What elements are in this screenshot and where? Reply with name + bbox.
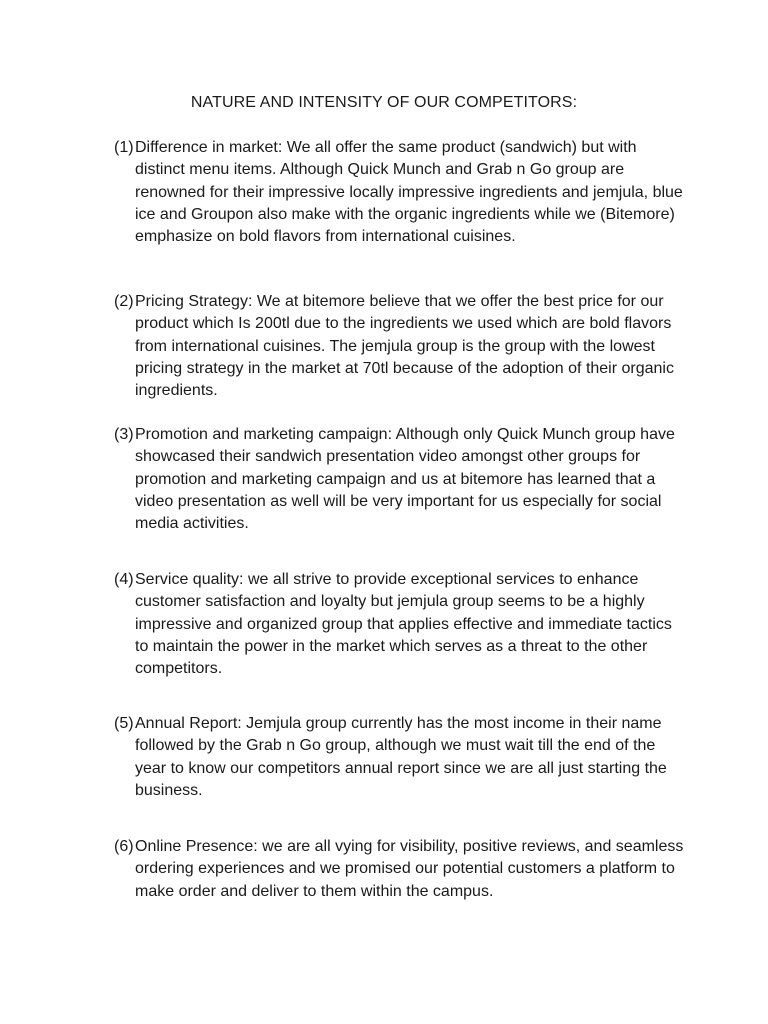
item-number: (3) — [114, 426, 134, 443]
item-number: (4) — [114, 571, 134, 588]
item-text: Pricing Strategy: We at bitemore believe that we offer the best price for our product which Is 200tl due to the ingredients we used which are bold flavors from international cuisines. The jemjula group is the group with the lowest pricing strategy in the market at 70tl because of the adoption of their organic ingredients. — [135, 293, 674, 400]
item-number: (5) — [114, 715, 134, 732]
list-item — [114, 424, 684, 535]
list-item — [114, 291, 684, 402]
item-number: (1) — [114, 139, 134, 156]
item-number: (6) — [114, 838, 134, 855]
list-item — [114, 713, 684, 802]
item-text: Promotion and marketing campaign: Although only Quick Munch group have showcased their sandwich presentation video amongst other groups for promotion and marketing campaign and us at bitemore has learned that a video presentation as well will be very important for us especially for social media activities. — [135, 426, 675, 533]
list-item — [114, 137, 684, 248]
item-text: Difference in market: We all offer the same product (sandwich) but with distinct menu items. Although Quick Munch and Grab n Go group are renowned for their impressive locally impressive ingredients and jemjula, blue ice and Groupon also make with the organic ingredients while we (Bitemore) emphasize on bold flavors from international cuisines. — [135, 139, 683, 246]
document-title: NATURE AND INTENSITY OF OUR COMPETITORS: — [190, 94, 578, 111]
item-text: Annual Report: Jemjula group currently has the most income in their name followed by the Grab n Go group, although we must wait till the end of the year to know our competitors annual report since we are all just starting the business. — [135, 715, 667, 799]
item-text: Online Presence: we are all vying for visibility, positive reviews, and seamless ordering experiences and we promised our potential customers a platform to make order and deliver to them within the campus. — [135, 838, 684, 900]
item-number: (2) — [114, 293, 134, 310]
item-text: Service quality: we all strive to provide exceptional services to enhance customer satisfaction and loyalty but jemjula group seems to be a highly impressive and organized group that applies effective and immediate tactics to maintain the power in the market which serves as a threat to the other competitors. — [135, 571, 672, 678]
list-item — [114, 836, 684, 903]
list-item — [114, 569, 684, 680]
